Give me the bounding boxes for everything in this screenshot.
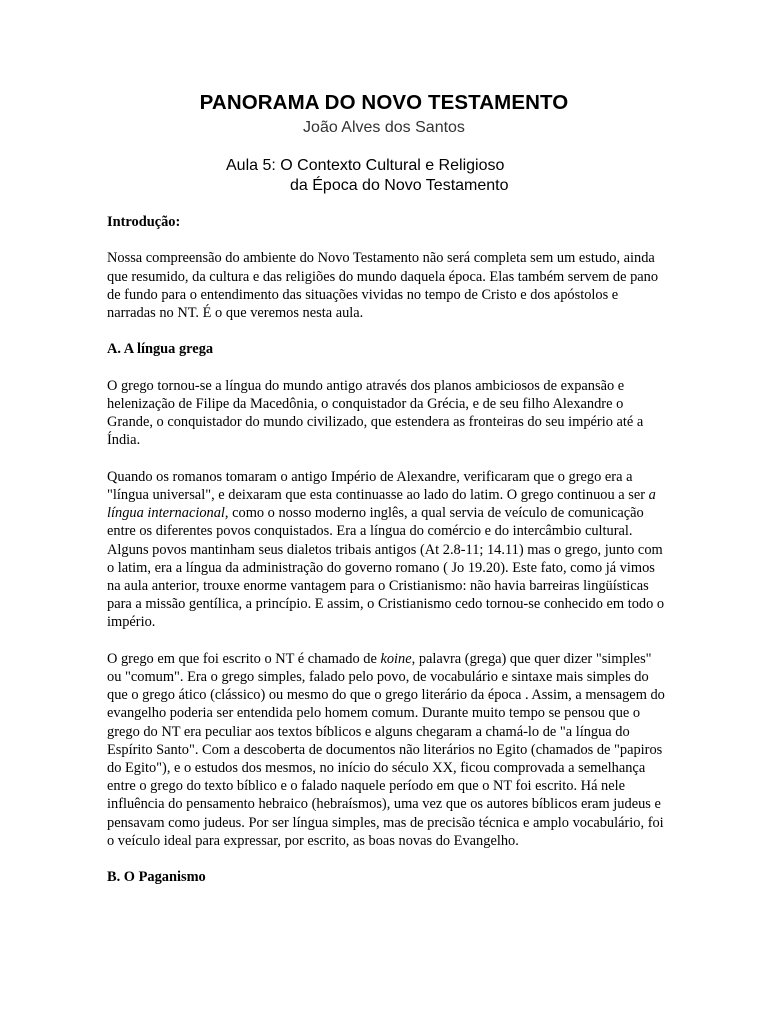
section-b-heading: B. O Paganismo xyxy=(107,869,206,886)
lesson-title-line-1: Aula 5: O Contexto Cultural e Religioso xyxy=(226,157,505,174)
emphasis-koine: koine xyxy=(380,650,412,667)
paragraph-2-text-end: , como o nosso moderno inglês, a qual servia de veículo de comunicação entre os diferentes povos conquistados. Era a língua do comércio e do intercâmbio cultural. Alguns povos mantinham seus dialetos tribais antigos (At 2.8-11; 14.11) mas o grego, junto com o latim, era a língua da administração do governo romano ( Jo 19.20). Este fato, como já vimos na aula anterior, trouxe enorme vantagem para o Cristianismo: não havia barreiras lingüísticas para a missão gentílica, a princípio. E assim, o Cristianismo cedo tornou-se conhecido em todo o império. xyxy=(107,505,665,631)
intro-heading: Introdução: xyxy=(107,214,181,230)
paragraph-3-text-start: O grego em que foi escrito o NT é chamado de xyxy=(107,650,381,667)
paragraph-2-text-start: Quando os romanos tomaram o antigo Império de Alexandre, verificaram que o grego era a "língua universal", e deixaram que esta continuasse ao lado do latim. O grego continuou a ser xyxy=(107,468,649,503)
paragraph-3-text-end: , palavra (grega) que quer dizer "simples" ou "comum". Era o grego simples, falado pelo povo, de vocabulário e sintaxe mais simples do que o grego ático (clássico) ou mesmo do que o grego literário da época . Assim, a mensagem do evangelho poderia ser entendida pelo homem comum. Durante muito tempo se pensou que o grego do NT era peculiar aos textos bíblicos e alguns chegaram a chamá-lo de "a língua do Espírito Santo". Com a descoberta de documentos não literários no Egito (chamados de "papiros do Egito"), e o estudos dos mesmos, no início do século XX, ficou comprovada a semelhança entre o grego do texto bíblico e o falado naquele período em que o NT foi escrito. Há nele influência do pensamento hebraico (hebraísmos), uma vez que os autores bíblicos eram judeus e pensavam como judeus. Por ser língua simples, mas de precisão técnica e amplo vocabulário, foi o veículo ideal para expressar, por escrito, as boas novas do Evangelho. xyxy=(107,650,665,849)
intro-paragraph: Nossa compreensão do ambiente do Novo Testamento não será completa sem um estudo, ainda que resumido, da cultura e das religiões do mundo daquela época. Elas também servem de pano de fundo para o entendimento das situações vividas no tempo de Cristo e dos apóstolos e narradas no NT. É o que veremos nesta aula. xyxy=(107,250,659,321)
section-a-paragraph-2 xyxy=(107,468,667,632)
emphasis-international-language: a língua internacional xyxy=(107,486,656,522)
lesson-title-line-2: da Época do Novo Testamento xyxy=(290,177,509,194)
section-a-heading: A. A língua grega xyxy=(107,341,214,358)
document-body xyxy=(107,213,667,905)
document-title: PANORAMA DO NOVO TESTAMENTO xyxy=(199,91,569,114)
document-author: João Alves dos Santos xyxy=(303,119,465,136)
section-a-paragraph-3 xyxy=(107,650,667,850)
section-a-paragraph-1: O grego tornou-se a língua do mundo antigo através dos planos ambiciosos de expansão e helenização de Filipe da Macedônia, o conquistador da Grécia, e de seu filho Alexandre o Grande, o conquistador do mundo civilizado, que estendera as fronteiras do seu império até a Índia. xyxy=(107,377,644,449)
